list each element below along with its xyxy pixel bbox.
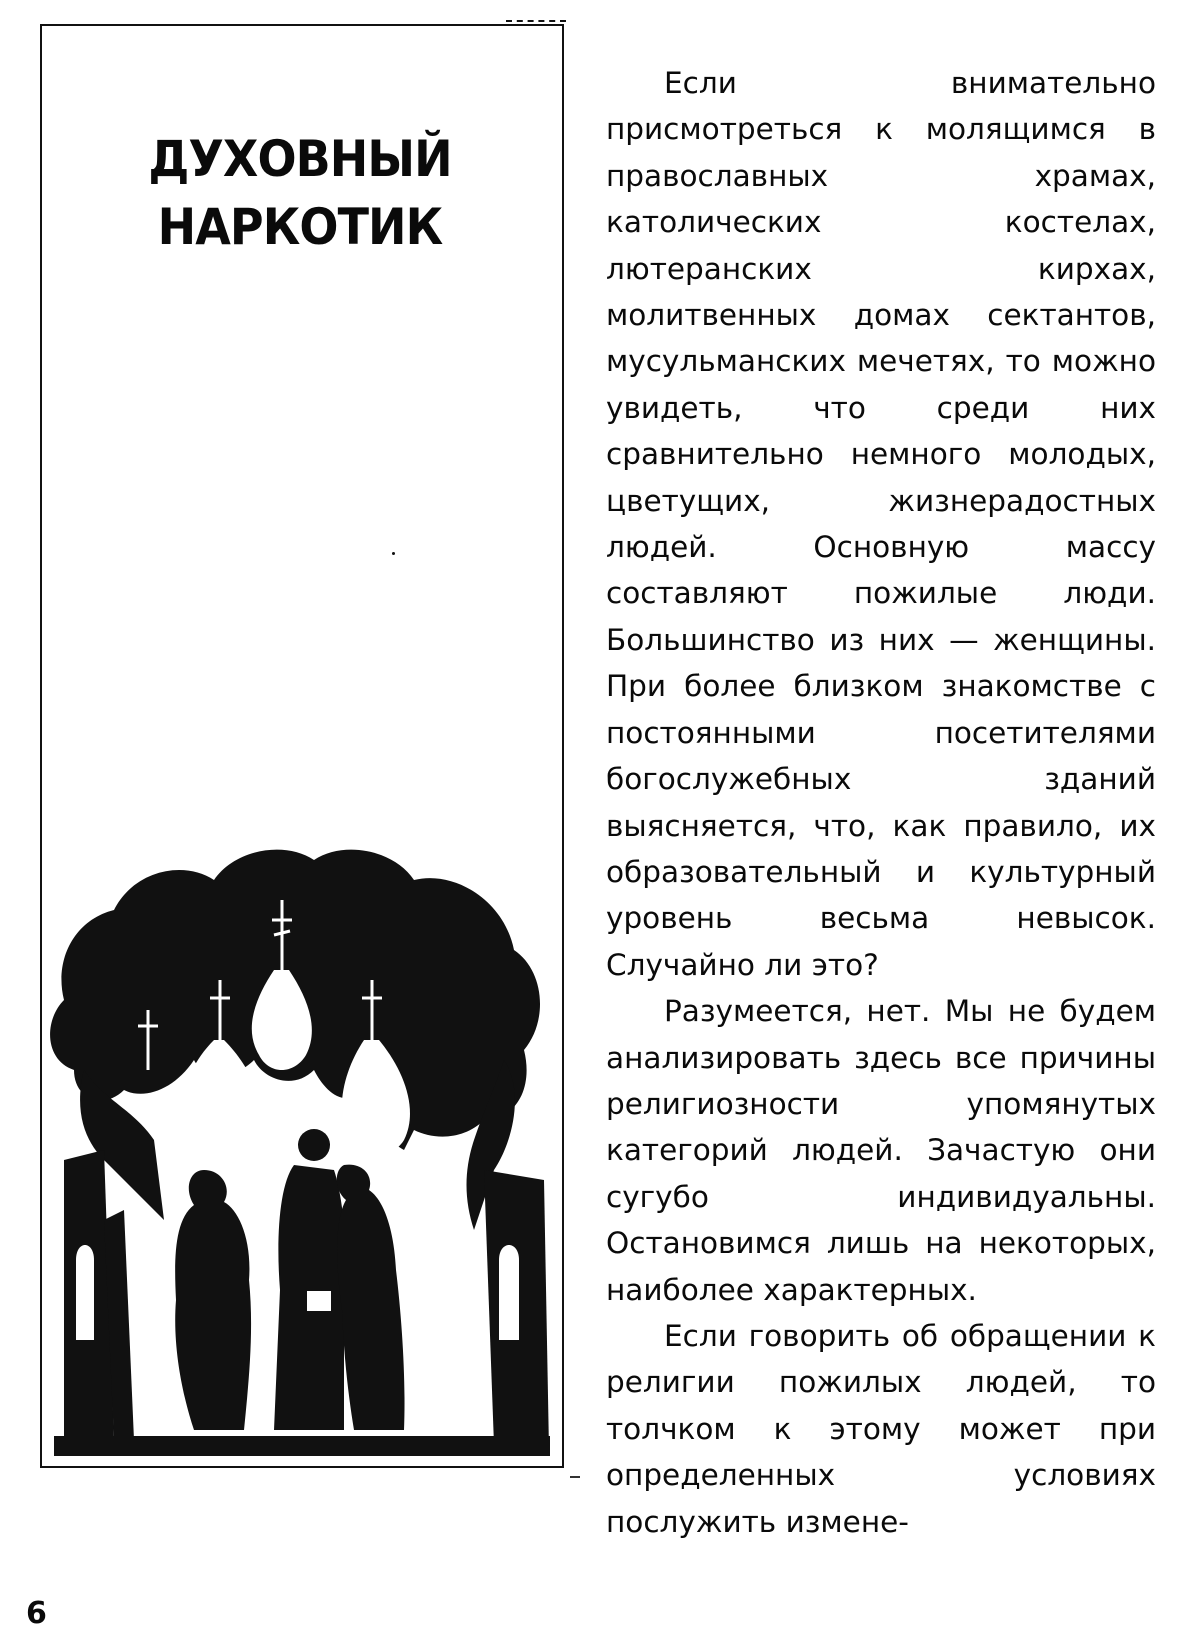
body-paragraph: Разумеется, нет. Мы не будем анализировать здесь все причины религиозности упомянутых категорий людей. Зачастую они сугубо индивидуальны. Остановимся лишь на некоторых, наиболее характерных. bbox=[606, 994, 1156, 1307]
frame-corner-mark bbox=[506, 20, 566, 22]
print-speck bbox=[392, 552, 395, 555]
page-number: 6 bbox=[26, 1596, 47, 1631]
print-mark bbox=[570, 1476, 580, 1478]
article-title bbox=[134, 125, 465, 261]
body-paragraph: Если говорить об обращении к религии пожилых людей, то толчком к этому может при определенных условиях послужить измене- bbox=[606, 1318, 1156, 1539]
figure-woman-left bbox=[175, 1170, 251, 1430]
ground-strip bbox=[54, 1436, 550, 1456]
figure-man-center bbox=[274, 1129, 346, 1430]
body-paragraph: Если внимательно присмотреться к молящимся в православных храмах, католических костелах, лютеранских кирхах, молитвенных домах сектантов, мусульманских мечетях, то можно увидеть, что среди них сравнительно немного молодых, цветущих, жизнерадостных людей. Основную массу составляют пожилые люди. Большинство из них — женщины. При более близком знакомстве с постоянными посетителями богослужебных зданий выясняется, что, как правило, их образовательный и культурный уровень весьма невысок. Случайно ли это? bbox=[606, 66, 1156, 982]
church-illustration bbox=[44, 840, 560, 1464]
figure-woman-right bbox=[337, 1165, 405, 1430]
article-body bbox=[606, 60, 1156, 1545]
title-line-2: НАРКОТИК bbox=[157, 198, 443, 256]
title-line-1: ДУХОВНЫЙ bbox=[148, 130, 452, 188]
